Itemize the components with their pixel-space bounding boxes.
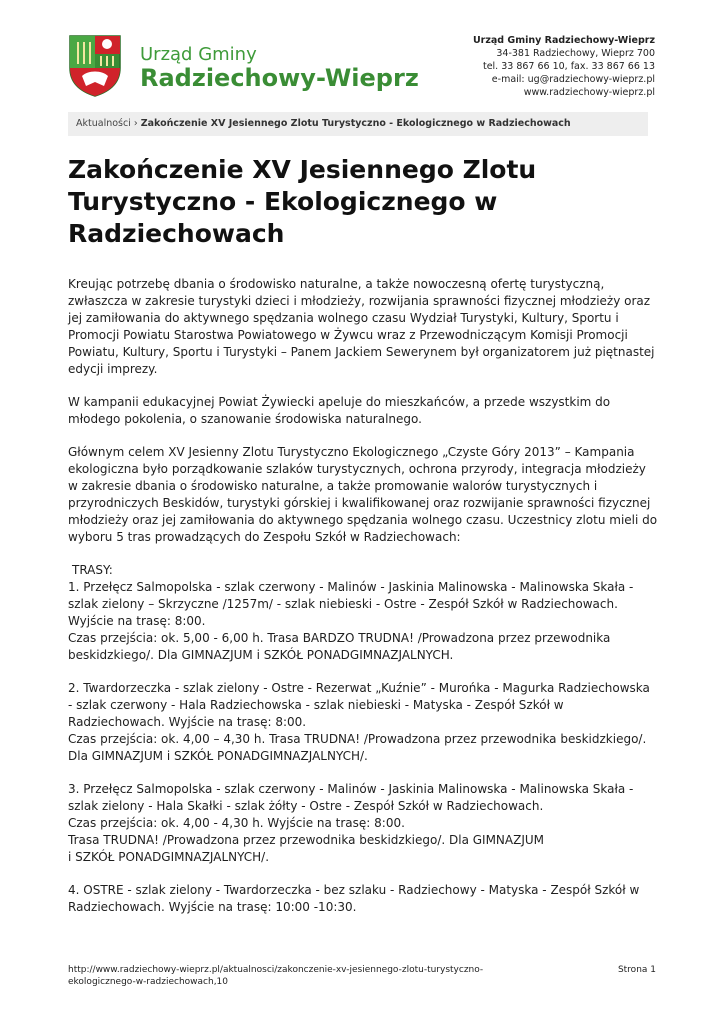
article-title-line: Radziechowach (68, 219, 285, 248)
coat-of-arms-logo-icon[interactable] (68, 34, 122, 98)
breadcrumb-root-link[interactable]: Aktualności (76, 118, 131, 129)
article-paragraph: Głównym celem XV Jesienny Zlotu Turystyczno Ekologicznego „Czyste Góry 2013” – Kampania ekologiczna było porządkowanie szlaków turystycznych, ochrona przyrody, integracja młodzieży w zakresie dbania o środowisko naturalne, a także promowanie walorów turystycznych i przyrodniczych Beskidów, turystyki górskiej i kwalifikowanej oraz rozwijanie sprawności fizycznej młodzieży oraz jej zamiłowania do aktywnego spędzania wolnego czasu. Uczestnicy zlotu mieli do wyboru 5 tras prowadzących do Zespołu Szkół w Radziechowach: (68, 445, 658, 544)
routes-heading: TRASY: (72, 563, 113, 577)
route-item (68, 781, 658, 866)
route-line: 3. Przełęcz Salmopolska - szlak czerwony - Malinów - Jaskinia Malinowska - Malinowska Skała - szlak zielony - Hala Skałki - szlak żółty - Ostre - Zespół Szkół w Radziechowach. (68, 782, 634, 813)
article-title-line: Zakończenie XV Jesiennego Zlotu (68, 155, 537, 184)
route-line: i SZKÓŁ PONADGIMNAZJALNYCH/. (68, 850, 270, 864)
page-footer (68, 964, 656, 988)
article-title-line: Turystyczno - Ekologicznego w (68, 187, 498, 216)
footer-url[interactable]: http://www.radziechowy-wieprz.pl/aktualnosci/zakonczenie-xv-jesiennego-zlotu-turystyczno-ekologicznego-w-radziechowach,10 (68, 965, 484, 987)
contact-email[interactable]: e-mail: ug@radziechowy-wieprz.pl (491, 74, 655, 85)
contact-website[interactable]: www.radziechowy-wieprz.pl (523, 87, 655, 98)
breadcrumb-current: Zakończenie XV Jesiennego Zlotu Turystyczno - Ekologicznego w Radziechowach (140, 118, 571, 129)
article-paragraph: Kreując potrzebę dbania o środowisko naturalne, a także nowoczesną ofertę turystyczną, zwłaszcza w zakresie turystyki dzieci i młodzieży, rozwijania sprawności fizycznej młodzieży oraz jej zamiłowania do aktywnego spędzania wolnego czasu Wydział Turystyki, Kultury, Sportu i Promocji Powiatu Starostwa Powiatowego w Żywcu wraz z Przewodniczącym Komisji Promocji Powiatu, Kultury, Sportu i Turystyki – Panem Jackiem Sewerynem był organizatorem już piętnastej edycji imprezy. (68, 277, 655, 376)
breadcrumb-separator: › (133, 118, 138, 129)
article-title (68, 154, 658, 250)
breadcrumb (68, 112, 648, 136)
contact-address: 34-381 Radziechowy, Wieprz 700 (496, 48, 655, 59)
route-item (68, 882, 658, 916)
route-line: Czas przejścia: ok. 4,00 – 4,30 h. Trasa TRUDNA! /Prowadzona przez przewodnika beskidzkiego/. Dla GIMNAZJUM i SZKÓŁ PONADGIMNAZJALNYCH/. (68, 732, 647, 763)
contact-org-name: Urząd Gminy Radziechowy-Wieprz (472, 35, 655, 46)
route-line: Czas przejścia: ok. 4,00 - 4,30 h. Wyjście na trasę: 8:00. (68, 816, 405, 830)
footer-page-number: Strona 1 (617, 965, 656, 975)
route-item (68, 680, 658, 765)
route-line: Czas przejścia: ok. 5,00 - 6,00 h. Trasa BARDZO TRUDNA! /Prowadzona przez przewodnika beskidzkiego/. Dla GIMNAZJUM i SZKÓŁ PONADGIMNAZJALNYCH. (68, 631, 611, 662)
route-line: 4. OSTRE - szlak zielony - Twardorzeczka - bez szlaku - Radziechowy - Matyska - Zespół Szkół w Radziechowach. Wyjście na trasę: 10:00 -10:30. (68, 883, 640, 914)
contact-block (473, 34, 655, 99)
route-line: Trasa TRUDNA! /Prowadzona przez przewodnika beskidzkiego/. Dla GIMNAZJUM (68, 833, 545, 847)
route-item (68, 579, 658, 664)
logo-text-line2: Radziechowy-Wieprz (140, 64, 419, 92)
contact-phone: tel. 33 867 66 10, fax. 33 867 66 13 (482, 61, 655, 72)
page-header (0, 0, 725, 108)
route-line: 2. Twardorzeczka - szlak zielony - Ostre - Rezerwat „Kuźnie” - Murońka - Magurka Radziechowska - szlak czerwony - Hala Radziechowska - szlak niebieski - Matyska - Zespół Szkół w Radziechowach. Wyjście na trasę: 8:00. (68, 681, 650, 729)
article-paragraph: W kampanii edukacyjnej Powiat Żywiecki apeluje do mieszkańców, a przede wszystkim do młodego pokolenia, o szanowanie środowiska naturalnego. (68, 395, 611, 426)
article-body (68, 276, 658, 932)
route-line: 1. Przełęcz Salmopolska - szlak czerwony - Malinów - Jaskinia Malinowska - Malinowska Skała - szlak zielony – Skrzyczne /1257m/ - szlak niebieski - Ostre - Zespół Szkół w Radziechowach. Wyjście na trasę: 8:00. (68, 580, 634, 628)
logo-text-line1: Urząd Gminy (140, 44, 257, 65)
routes-section (68, 562, 658, 916)
